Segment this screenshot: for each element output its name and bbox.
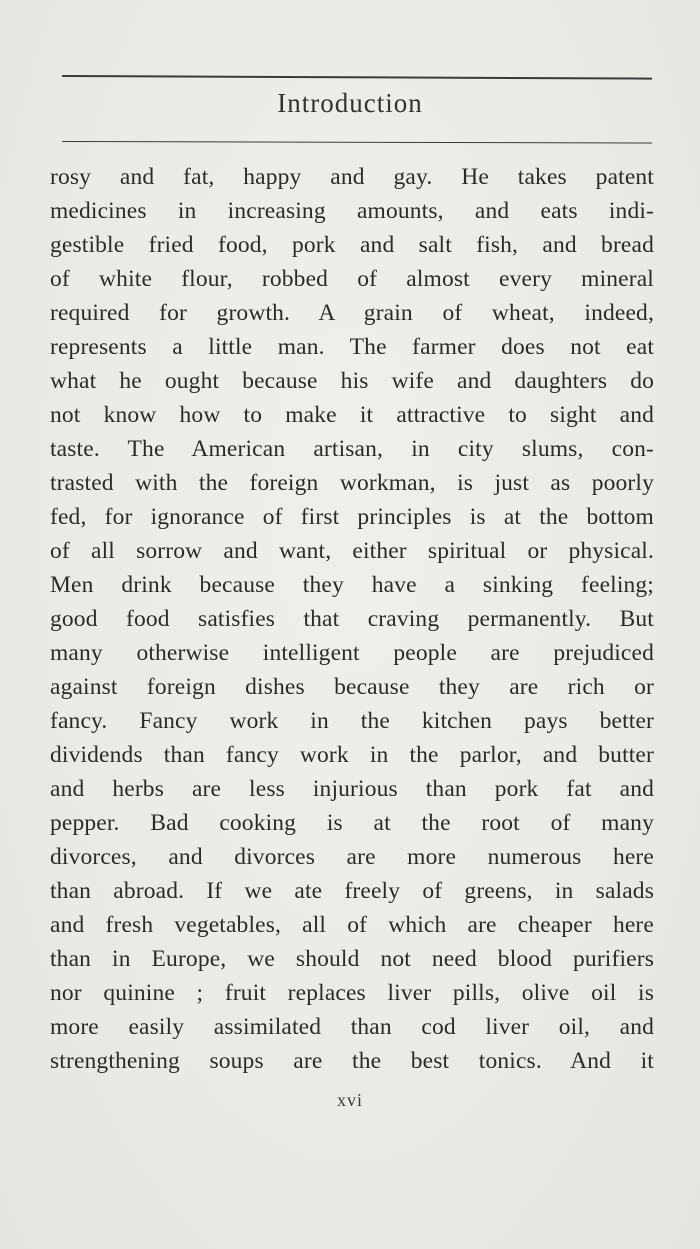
- text-line: than in Europe, we should not need blood purifiers: [50, 946, 654, 972]
- text-line: more easily assimilated than cod liver oil, and: [50, 1014, 654, 1040]
- text-line: fancy. Fancy work in the kitchen pays better: [50, 708, 654, 734]
- text-line: and herbs are less injurious than pork fat and: [50, 776, 654, 802]
- text-line: of all sorrow and want, either spiritual or physical.: [50, 538, 654, 564]
- text-line: represents a little man. The farmer does not eat: [50, 334, 654, 360]
- text-line: pepper. Bad cooking is at the root of many: [50, 810, 654, 836]
- text-line: good food satisfies that craving permanently. But: [50, 606, 654, 632]
- text-line: Men drink because they have a sinking feeling;: [50, 572, 654, 598]
- text-line: medicines in increasing amounts, and eats indi-: [50, 198, 654, 224]
- text-line: fed, for ignorance of first principles is at the bottom: [50, 504, 654, 530]
- text-line: and fresh vegetables, all of which are cheaper here: [50, 912, 654, 938]
- running-head: Introduction: [277, 88, 423, 118]
- header-rule-top: [62, 75, 652, 80]
- text-line: not know how to make it attractive to sight and: [50, 402, 654, 428]
- text-line: dividends than fancy work in the parlor, and butter: [50, 742, 654, 768]
- text-line: trasted with the foreign workman, is just as poorly: [50, 470, 654, 496]
- text-line: of white flour, robbed of almost every mineral: [50, 266, 654, 292]
- text-line: strengthening soups are the best tonics. And it: [50, 1048, 654, 1074]
- text-line: required for growth. A grain of wheat, indeed,: [50, 300, 654, 326]
- body-text: [50, 160, 654, 1078]
- text-line: what he ought because his wife and daughters do: [50, 368, 654, 394]
- text-line: gestible fried food, pork and salt fish, and bread: [50, 232, 654, 258]
- text-line: many otherwise intelligent people are prejudiced: [50, 640, 654, 666]
- text-line: rosy and fat, happy and gay. He takes patent: [50, 164, 654, 190]
- text-line: against foreign dishes because they are rich or: [50, 674, 654, 700]
- text-line: nor quinine ; fruit replaces liver pills, olive oil is: [50, 980, 654, 1006]
- page-number: xvi: [336, 1090, 363, 1110]
- text-line: than abroad. If we ate freely of greens, in salads: [50, 878, 654, 904]
- text-line: taste. The American artisan, in city slums, con-: [50, 436, 654, 462]
- text-line: divorces, and divorces are more numerous here: [50, 844, 654, 870]
- header-rule-bottom: [62, 141, 652, 144]
